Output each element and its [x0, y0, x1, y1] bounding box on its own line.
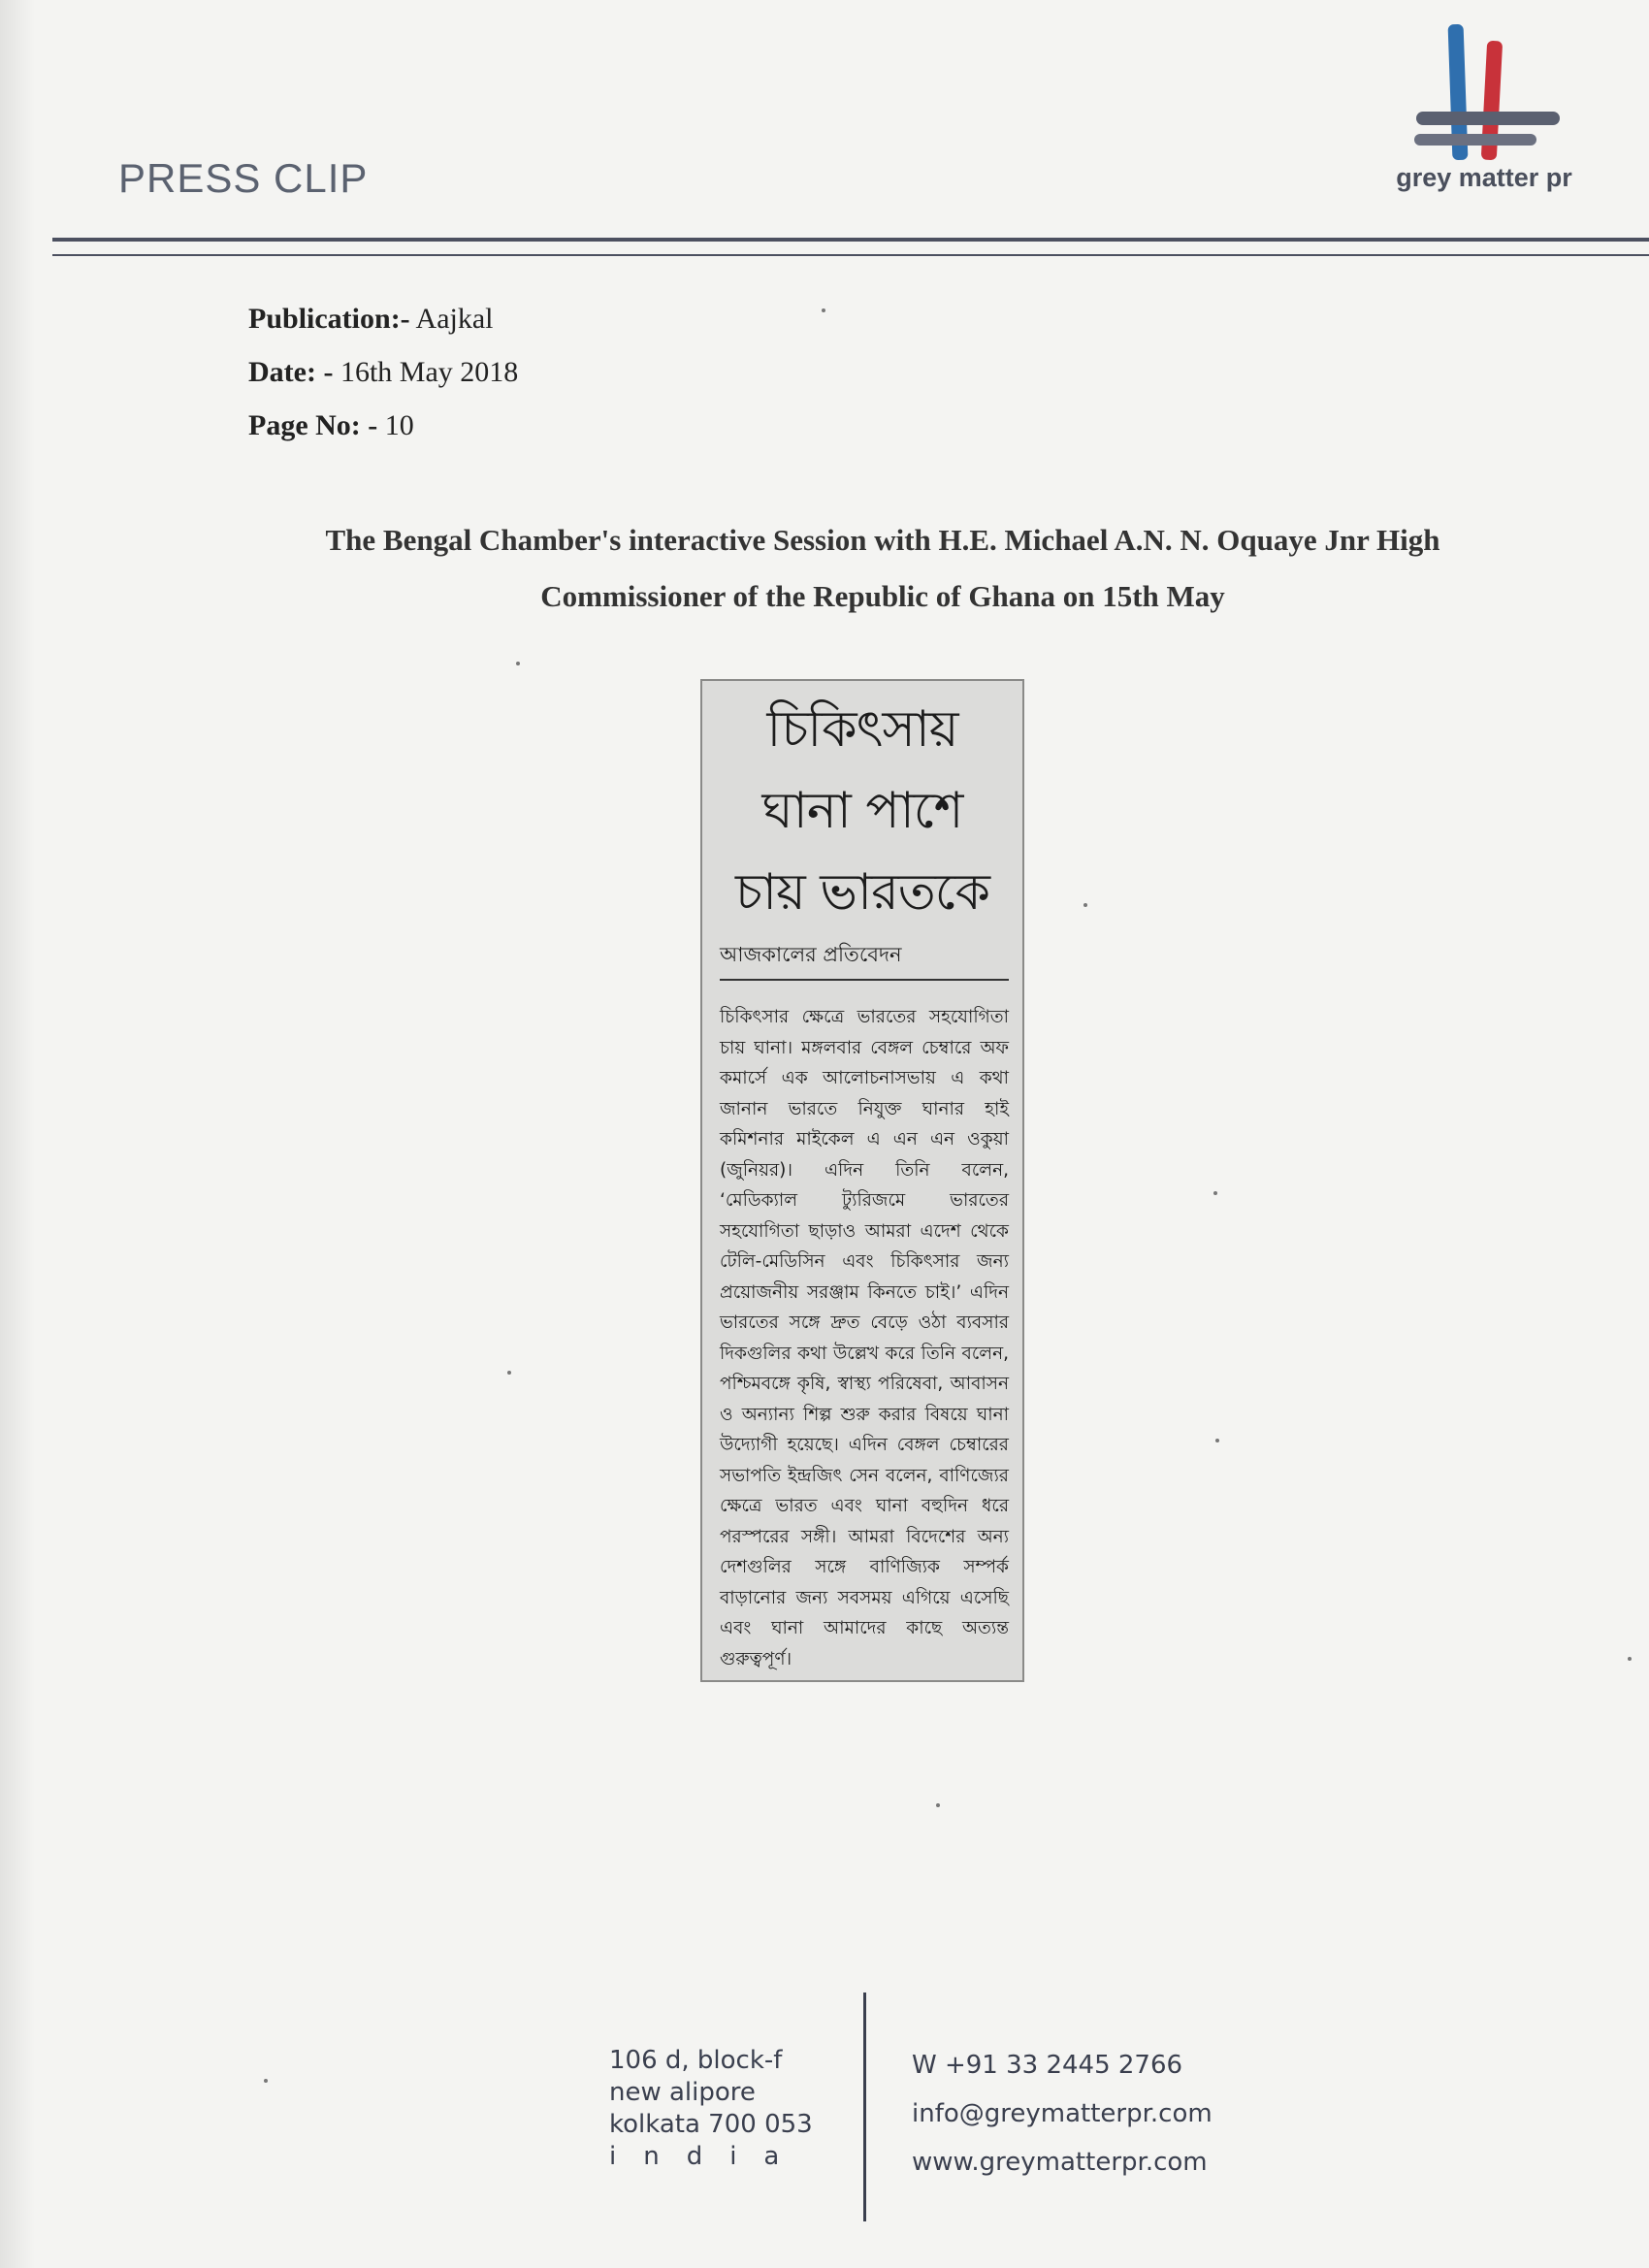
footer-address — [609, 2045, 823, 2173]
scan-speck — [507, 1371, 511, 1375]
footer-contact — [912, 2041, 1212, 2187]
scan-speck — [1628, 1657, 1632, 1661]
page-number-line — [248, 409, 414, 442]
headline-line-1: The Bengal Chamber's interactive Session with H.E. Michael A.N. N. Oquaye Jnr High — [325, 523, 1440, 557]
publication-value: Aajkal — [415, 303, 494, 335]
press-clip-label: PRESS CLIP — [118, 155, 369, 201]
publication-label: Publication:- — [248, 303, 410, 335]
clipping-body: চিকিৎসার ক্ষেত্রে ভারতের সহযোগিতা চায় ঘানা। মঙ্গলবার বেঙ্গল চেম্বারে অফ কমার্সে এক আলোচনাসভায় এ কথা জানান ভারতে নিযুক্ত ঘানার হাই কমিশনার মাইকেল এ এন এন ওকুয়া (জুনিয়র)। এদিন তিনি বলেন, ‘মেডিক্যাল ট্যুরিজমে ভারতের সহযোগিতা ছাড়াও আমরা এদেশ থেকে টেলি-মেডিসিন এবং চিকিৎসার জন্য প্রয়োজনীয় সরঞ্জাম কিনতে চাই।’ এদিন ভারতের সঙ্গে দ্রুত বেড়ে ওঠা ব্যবসার দিকগুলির কথা উল্লেখ করে তিনি বলেন, পশ্চিমবঙ্গে কৃষি, স্বাস্থ্য পরিষেবা, আবাসন ও অন্যান্য শিল্প শুরু করার বিষয়ে ঘানা উদ্যোগী হয়েছে। এদিন বেঙ্গল চেম্বারের সভাপতি ইন্দ্রজিৎ সেন বলেন, বাণিজ্যের ক্ষেত্রে ভারত এবং ঘানা বহুদিন ধরে পরস্পরের সঙ্গী। আমরা বিদেশের অন্য দেশগুলির সঙ্গে বাণিজ্যিক সম্পর্ক বাড়ানোর জন্য সবসময় এগিয়ে এসেছি এবং ঘানা আমাদের কাছে অত্যন্ত গুরুত্বপূর্ণ। — [720, 1007, 1009, 1669]
footer-divider — [863, 1993, 866, 2221]
logo-wordmark: grey matter pr — [1396, 163, 1572, 192]
scan-speck — [264, 2079, 268, 2083]
address-line-3: kolkata 700 053 — [609, 2110, 813, 2139]
date-line — [248, 356, 518, 389]
clipping-title-line-3: চায় ভারতকে — [734, 863, 990, 922]
footer-email: info@greymatterpr.com — [912, 2099, 1212, 2128]
address-line-4: india — [609, 2142, 807, 2171]
clipping-title-line-2: ঘানা পাশে — [761, 782, 963, 840]
header-rule-thick — [52, 238, 1649, 242]
date-label: Date: - — [248, 356, 334, 388]
scan-speck — [936, 1803, 940, 1807]
clip-headline — [194, 512, 1571, 625]
clipping-title — [702, 689, 1022, 933]
clipping-byline: আজকালের প্রতিবেদন — [720, 939, 1009, 981]
scan-speck — [1215, 1439, 1219, 1442]
page-number-label: Page No: - — [248, 409, 378, 441]
clipping-title-line-1: চিকিৎসায় — [766, 700, 958, 759]
headline-line-2: Commissioner of the Republic of Ghana on 15th May — [540, 579, 1225, 613]
publication-line — [248, 303, 494, 336]
newspaper-clipping — [700, 679, 1024, 1682]
scan-speck — [1083, 903, 1087, 907]
page-edge-shadow — [0, 0, 35, 2268]
scan-speck — [822, 308, 825, 312]
footer-website: www.greymatterpr.com — [912, 2148, 1208, 2177]
scan-speck — [516, 662, 520, 665]
scan-speck — [1213, 1191, 1217, 1195]
header-rule-thin — [52, 254, 1649, 256]
page-number-value: 10 — [384, 409, 414, 441]
date-value: 16th May 2018 — [340, 356, 519, 388]
footer-phone: W +91 33 2445 2766 — [912, 2051, 1183, 2080]
address-line-1: 106 d, block-f — [609, 2046, 783, 2075]
address-line-2: new alipore — [609, 2078, 756, 2107]
